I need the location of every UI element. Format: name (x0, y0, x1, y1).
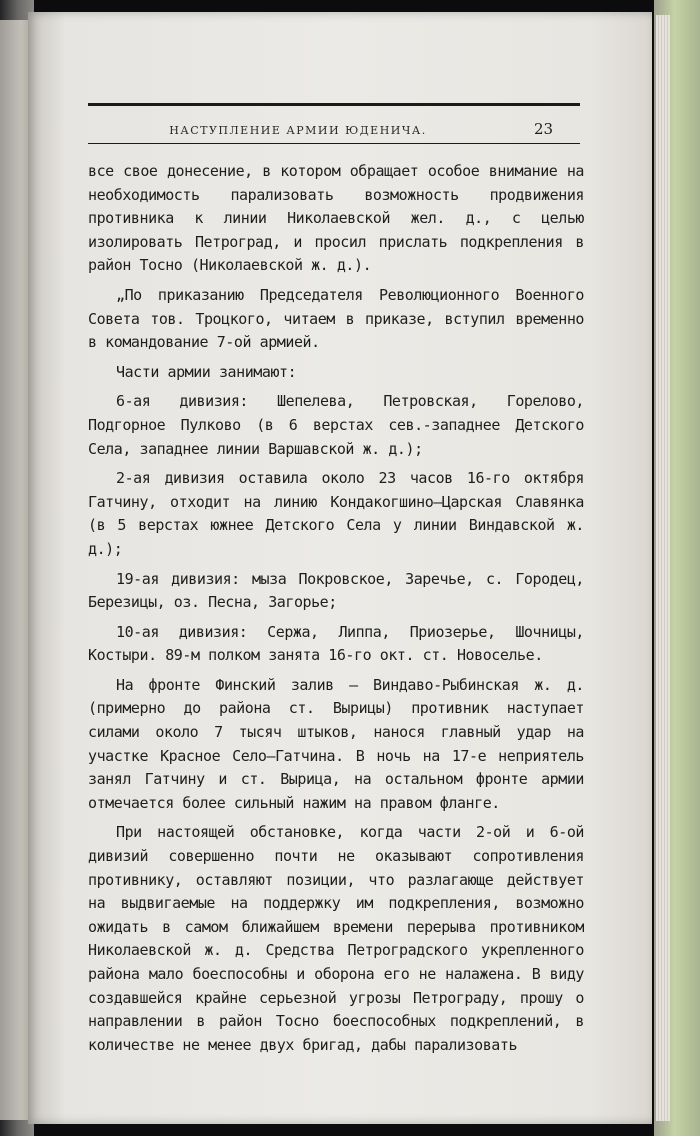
paragraph: 6-ая дивизия: Шепелева, Петровская, Горелово, Подгорное Пулково (в 6 верстах сев.-западнее Детского Села, западнее линии Варшавской ж. д.); (88, 392, 584, 458)
header-rule-bottom (88, 143, 580, 144)
paragraph: 19-ая дивизия: мыза Покровское, Заречье, с. Городец, Березицы, оз. Песна, Загорье; (88, 569, 584, 612)
paragraph: все свое донесение, в котором обращает особое внимание на необходимость парализовать возможность продвижения противника к линии Николаевской жел. д., с целью изолировать Петроград, и просил прислать подкрепления в район Тосно (Николаевской ж. д.). (88, 162, 584, 275)
facing-page-edge (0, 20, 30, 1120)
page-number: 23 (534, 120, 554, 138)
paragraph: „По приказанию Председателя Революционного Военного Совета тов. Троцкого, читаем в приказе, вступил временно в командование 7-ой армией. (88, 285, 584, 352)
body-text (88, 160, 584, 1063)
paragraph: При настоящей обстановке, когда части 2-ой и 6-ой дивизий совершенно почти не оказывают сопротивления противнику, оставляют позиции, что разлагающе действует на выдвигаемые на поддержку им подкрепления, возможно ожидать в самом ближайшем времени перерыва противником Николаевской ж. д. Средства Петроградского укрепленного района мало боеспособны и оборона его не налажена. В виду создавшейся крайне серьезной угрозы Петрограду, прошу о направлении в район Тосно боеспособных подкреплений, в количестве не менее двух бригад, дабы парализовать (88, 823, 584, 1054)
paragraph: Части армии занимают: (116, 362, 297, 381)
running-head: НАСТУПЛЕНИЕ АРМИИ ЮДЕНИЧА. (169, 124, 427, 137)
paragraph: 10-ая дивизия: Сержа, Липпа, Приозерье, Шочницы, Костыри. 89-м полком занята 16-го окт. ст. Новоселье. (88, 622, 584, 665)
page-stack-edge (656, 15, 670, 1121)
header-rule-top (88, 103, 580, 106)
book-page (28, 12, 652, 1124)
paragraph: 2-ая дивизия оставила около 23 часов 16-го октября Гатчину, отходит на линию Кондакогшино—Царская Славянка (в 5 верстах южнее Детского Села у линии Виндавской ж. д.); (88, 469, 584, 558)
paragraph: На фронте Финский залив — Виндаво-Рыбинская ж. д. (примерно до района ст. Вырицы) противник наступает силами около 7 тысяч штыков, нанося главный удар на участке Красное Село—Гатчина. В ночь на 17-е неприятель занял Гатчину и ст. Вырица, на остальном фронте армии отмечается более сильный нажим на правом фланге. (88, 675, 584, 812)
